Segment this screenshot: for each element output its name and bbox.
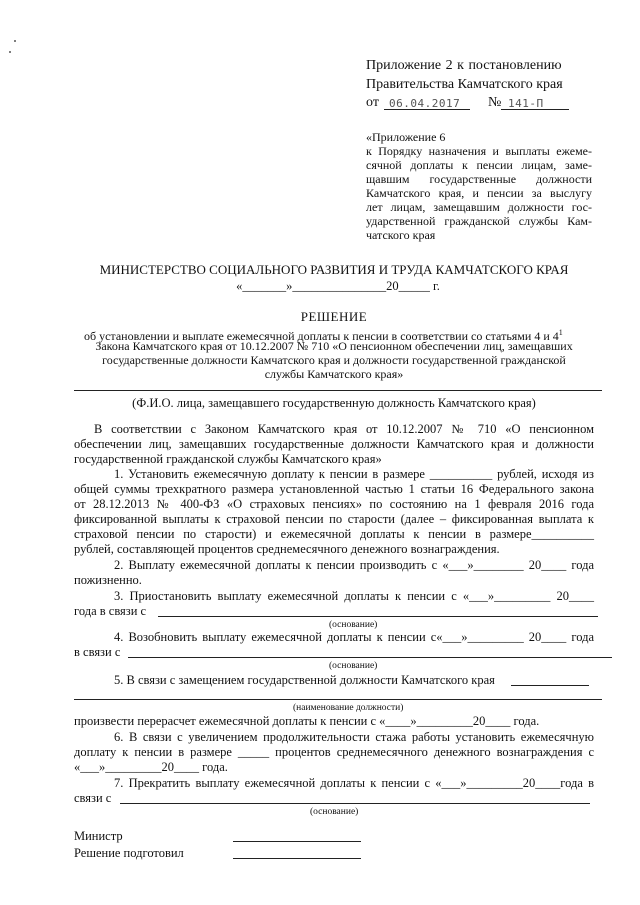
item5-position-line-a bbox=[511, 685, 589, 686]
annex6-line: «Приложение 6 bbox=[366, 130, 446, 144]
position-caption: (наименование должности) bbox=[293, 703, 404, 713]
annex-num-handwritten: 141-П bbox=[508, 97, 544, 110]
annex-from-label: от bbox=[366, 95, 379, 110]
scan-dot bbox=[14, 40, 16, 42]
annex6-line: сячной доплаты к пенсии лицам, заме- bbox=[366, 158, 592, 172]
item1-line: страховой пенсии по старости) и ежемесячной доплаты к пенсии в размере__________ bbox=[74, 527, 594, 541]
subtitle-line-2: Закона Камчатского края от 10.12.2007 № 710 «О пенсионном обеспечении лиц, замещавших bbox=[95, 339, 573, 353]
item1-line: общей суммы трехкратного размера установленной частью 1 статьи 16 Федерального закона bbox=[74, 482, 594, 496]
item4-line: 4. Возобновить выплату ежемесячной доплаты к пенсии с«___»_________ 20____ года bbox=[114, 630, 594, 644]
annex6-line: к Порядку назначения и выплаты ежеме- bbox=[366, 144, 592, 158]
item7-line: 7. Прекратить выплату ежемесячной доплаты к пенсии с «___»_________20____года в bbox=[114, 776, 594, 790]
annex-date-handwritten: 06.04.2017 bbox=[389, 97, 461, 110]
item3-line: 3. Приостановить выплату ежемесячной доплаты к пенсии с «___»_________ 20____ bbox=[114, 589, 594, 603]
item6-line: «___»_________20____ года. bbox=[74, 760, 228, 774]
item4-basis-line bbox=[128, 657, 612, 658]
sign-minister-label: Министр bbox=[74, 829, 123, 843]
intro-line: В соответствии с Законом Камчатского края от 10.12.2007 № 710 «О пенсионном bbox=[94, 422, 594, 436]
item3-line: года в связи с bbox=[74, 604, 147, 618]
annex6-line: ударственной гражданской службы Кам- bbox=[366, 214, 592, 228]
scan-dot bbox=[9, 51, 11, 53]
date-underline bbox=[384, 109, 470, 110]
item2-line: пожизненно. bbox=[74, 573, 142, 587]
basis-caption: (основание) bbox=[310, 807, 359, 817]
subtitle-sup: 1 bbox=[558, 328, 563, 337]
annex-line-2: Правительства Камчатского края bbox=[366, 77, 563, 92]
item7-basis-line bbox=[120, 803, 590, 804]
subtitle-line-4: службы Камчатского края» bbox=[264, 367, 404, 381]
subtitle-line-3: государственные должности Камчатского края и должности государственной гражданской bbox=[102, 353, 566, 367]
annex6-line: лет лицам, замещавшим должности гос- bbox=[366, 200, 592, 214]
ministry-title: МИНИСТЕРСТВО СОЦИАЛЬНОГО РАЗВИТИЯ И ТРУДА КАМЧАТСКОГО КРАЯ bbox=[99, 262, 569, 277]
num-underline bbox=[501, 109, 569, 110]
intro-line: государственной гражданской службы Камчатского края» bbox=[74, 452, 382, 466]
sign-prepared-label: Решение подготовил bbox=[74, 846, 184, 860]
item1-line: 1. Установить ежемесячную доплату к пенсии в размере __________ рублей, исходя из bbox=[114, 467, 594, 481]
item5-line: 5. В связи с замещением государственной должности Камчатского края bbox=[114, 673, 495, 687]
subtitle-line-1: об установлении и выплате ежемесячной доплаты к пенсии в соответствии со статьями 4 и 4 bbox=[84, 329, 559, 343]
annex6-line: чатского края bbox=[366, 228, 436, 242]
basis-caption: (основание) bbox=[329, 661, 378, 671]
item1-line: рублей, составляющей процентов среднемесячного денежного вознаграждения. bbox=[74, 542, 500, 556]
annex-line-1: Приложение 2 к постановлению bbox=[366, 58, 562, 73]
item6-line: 6. В связи с увеличением продолжительности стажа работы установить ежемесячную bbox=[114, 730, 594, 744]
basis-caption: (основание) bbox=[329, 620, 378, 630]
fio-line bbox=[74, 390, 602, 391]
decision-title: РЕШЕНИЕ bbox=[300, 309, 368, 324]
item6-line: доплату к пенсии в размере _____ процентов среднемесячного денежного вознаграждения с bbox=[74, 745, 594, 759]
item1-line: фиксированной выплаты к страховой пенсии по старости (далее – фиксированная выплата к bbox=[74, 512, 594, 526]
item7-line: связи с bbox=[74, 791, 112, 805]
item3-basis-line bbox=[158, 616, 598, 617]
item5-cont-line: произвести перерасчет ежемесячной доплаты к пенсии с «____»_________20____ года. bbox=[74, 714, 540, 728]
annex-num-label: № bbox=[488, 95, 502, 110]
fio-caption: (Ф.И.О. лица, замещавшего государственную должность Камчатского края) bbox=[132, 396, 536, 410]
decision-date-line: «_______»_______________20_____ г. bbox=[236, 279, 440, 293]
item4-line: в связи с bbox=[74, 645, 121, 659]
sign-minister-line bbox=[233, 841, 361, 842]
sign-prepared-line bbox=[233, 858, 361, 859]
item5-position-line-b bbox=[74, 699, 602, 700]
annex6-line: щавшим государственные должности bbox=[366, 172, 592, 186]
intro-line: обеспечении лиц, замещавших государственные должности Камчатского края и должности bbox=[74, 437, 594, 451]
annex6-line: Камчатского края, и пенсии за выслугу bbox=[366, 186, 592, 200]
item2-line: 2. Выплату ежемесячной доплаты к пенсии производить с «___»________ 20____ года bbox=[114, 558, 594, 572]
item1-line: от 28.12.2013 № 400-ФЗ «О страховых пенсиях» по состоянию на 1 февраля 2016 года bbox=[74, 497, 594, 511]
